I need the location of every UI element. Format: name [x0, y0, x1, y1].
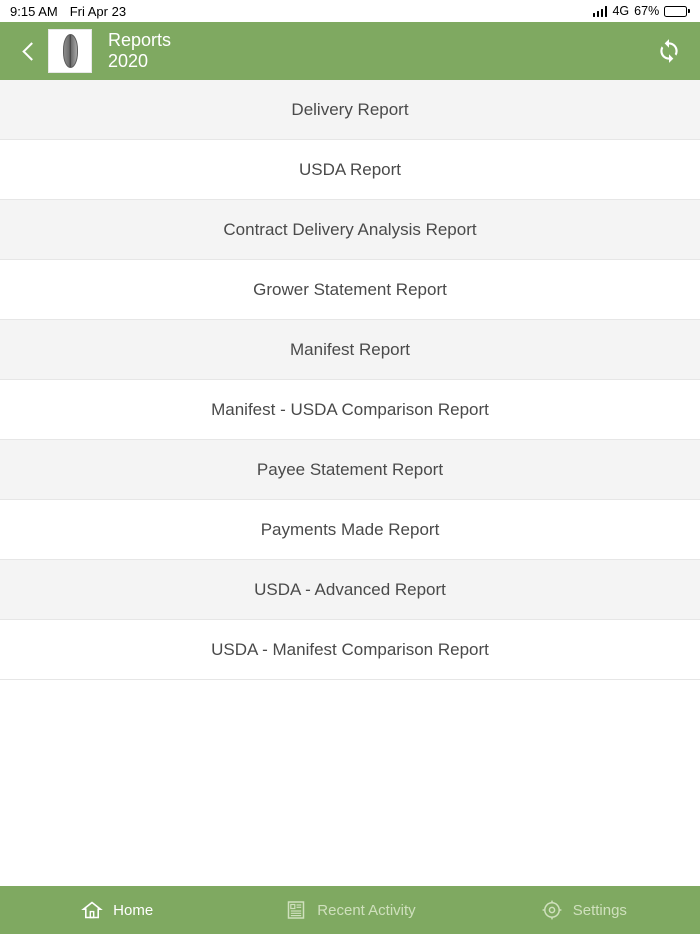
- list-item[interactable]: [0, 560, 700, 620]
- page-title: Reports: [108, 29, 172, 50]
- tab-label-settings: Settings: [572, 901, 627, 919]
- list-item[interactable]: [0, 260, 700, 320]
- list-item-label: Delivery Report: [291, 99, 409, 119]
- tab-home[interactable]: [0, 886, 233, 934]
- status-bar: [0, 0, 700, 22]
- page-subtitle: 2020: [108, 51, 149, 71]
- list-item-label: Payments Made Report: [260, 519, 440, 539]
- tab-label-recent-activity: Recent Activity: [317, 901, 416, 919]
- leaf-logo-icon: [48, 29, 92, 73]
- list-item-label: Contract Delivery Analysis Report: [223, 219, 477, 239]
- app-header: [0, 22, 700, 80]
- back-button[interactable]: [14, 31, 44, 71]
- tab-label-home: Home: [113, 901, 154, 919]
- list-item-label: USDA - Advanced Report: [254, 579, 446, 599]
- list-item-label: USDA - Manifest Comparison Report: [211, 639, 489, 659]
- bottom-tab-bar: [0, 886, 700, 934]
- list-item-label: Manifest Report: [290, 339, 410, 359]
- list-item[interactable]: [0, 440, 700, 500]
- chevron-left-icon: [22, 42, 40, 60]
- list-item[interactable]: [0, 500, 700, 560]
- list-item-label: Payee Statement Report: [256, 459, 444, 479]
- list-item[interactable]: [0, 320, 700, 380]
- refresh-button[interactable]: [652, 34, 686, 68]
- network-type-label: 4G: [612, 4, 630, 18]
- document-list-icon: [284, 898, 308, 922]
- signal-bars-icon: [593, 6, 608, 17]
- list-item[interactable]: [0, 140, 700, 200]
- tab-settings[interactable]: [467, 886, 700, 934]
- list-item[interactable]: [0, 80, 700, 140]
- list-item[interactable]: [0, 200, 700, 260]
- status-time: 9:15 AM: [10, 3, 58, 19]
- tab-recent-activity[interactable]: [233, 886, 466, 934]
- refresh-icon: [656, 38, 682, 64]
- status-bar-right: [593, 4, 690, 18]
- status-bar-left: [10, 4, 126, 19]
- battery-percent-label: 67%: [634, 4, 660, 18]
- battery-icon: [664, 6, 690, 17]
- status-date: Fri Apr 23: [69, 3, 127, 19]
- list-item-label: Manifest - USDA Comparison Report: [211, 399, 489, 419]
- home-icon: [80, 898, 104, 922]
- list-item-label: Grower Statement Report: [253, 279, 447, 299]
- list-item-label: USDA Report: [298, 159, 402, 179]
- list-item[interactable]: [0, 620, 700, 680]
- reports-list[interactable]: [0, 80, 700, 886]
- gear-icon: [540, 898, 564, 922]
- list-item[interactable]: [0, 380, 700, 440]
- header-title-block: [108, 30, 171, 72]
